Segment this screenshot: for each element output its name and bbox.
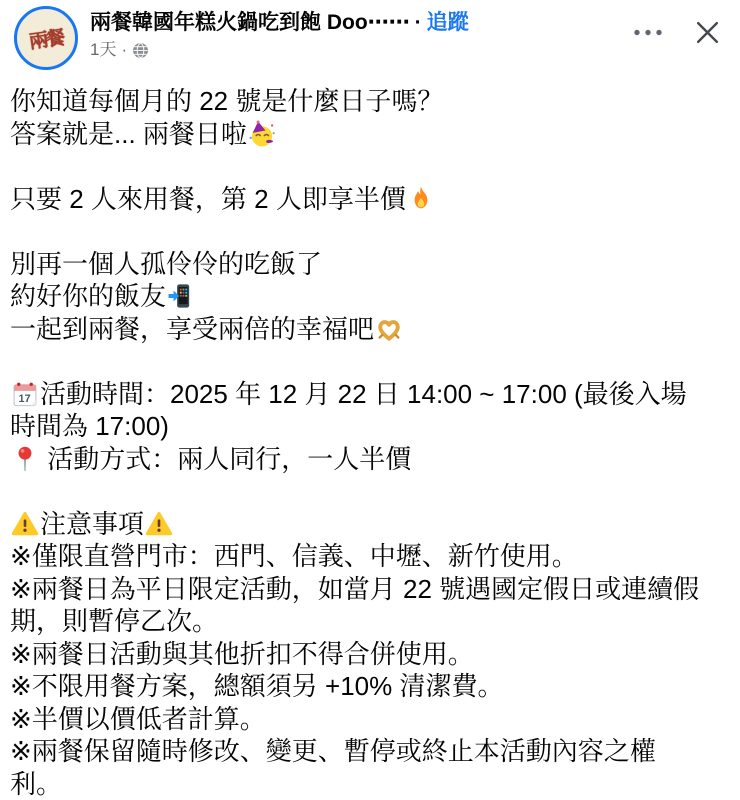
title-separator: · xyxy=(415,11,422,34)
post-text-line: 別再一個人孤伶伶的吃飯了 xyxy=(10,248,705,281)
post-text-line: 約好你的飯友 xyxy=(10,280,705,313)
post-text-line: 注意事項 xyxy=(10,508,705,541)
close-icon xyxy=(695,20,720,45)
post-text-line: ※兩餐日為平日限定活動，如當月 22 號遇國定假日或連續假期，則暫停乙次。 xyxy=(10,573,705,638)
post-text-line: ※兩餐日活動與其他折扣不得合併使用。 xyxy=(10,638,705,671)
avatar-logo-text: 兩餐 xyxy=(27,22,64,53)
follow-link[interactable]: 追蹤 xyxy=(427,11,469,34)
post-text-line: 你知道每個月的 22 號是什麼日子嗎？ xyxy=(10,85,705,118)
header-controls xyxy=(629,6,724,49)
post-text-line: 一起到兩餐，享受兩倍的幸福吧 xyxy=(10,313,705,346)
post-text-line: 活動時間：2025 年 12 月 22 日 14:00 ~ 17:00 (最後入場時間為 17:00) xyxy=(10,378,705,443)
post-text-line: 答案就是... 兩餐日啦 xyxy=(10,118,705,151)
post-paragraph xyxy=(10,85,705,150)
title-line xyxy=(90,9,629,37)
post-text-line: 只要 2 人來用餐，第 2 人即享半價 xyxy=(10,183,705,216)
public-globe-icon xyxy=(132,42,149,59)
post-text-line: ※兩餐保留隨時修改、變更、暫停或終止本活動內容之權利。 xyxy=(10,735,705,800)
page-avatar[interactable] xyxy=(14,6,78,70)
post-paragraph xyxy=(10,248,705,346)
post-text-line: ※僅限直營門市：西門、信義、中壢、新竹使用。 xyxy=(10,540,705,573)
header-text-block xyxy=(90,6,629,60)
more-options-button[interactable] xyxy=(629,24,667,41)
post-paragraph xyxy=(10,508,705,800)
meta-separator: · xyxy=(121,40,127,60)
partying-face-emoji xyxy=(248,120,276,148)
post-header xyxy=(0,0,740,72)
warning-emoji xyxy=(11,510,39,538)
three-dots-icon xyxy=(633,28,663,37)
heart-hands-emoji xyxy=(375,315,403,343)
timestamp-link[interactable]: 1天 xyxy=(90,40,116,60)
tear-off-calendar-emoji xyxy=(11,380,39,408)
close-button[interactable] xyxy=(691,16,724,49)
mobile-phone-arrow-emoji xyxy=(167,282,195,310)
post-text-line: 活動方式：兩人同行，一人半價 xyxy=(10,443,705,476)
post-text-line: ※不限用餐方案，總額須另 +10% 清潔費。 xyxy=(10,670,705,703)
post-meta xyxy=(90,40,629,60)
page-name-link[interactable]: 兩餐韓國年糕火鍋吃到飽 Doo⋯⋯ xyxy=(90,11,410,34)
round-pushpin-emoji xyxy=(11,445,39,473)
post-body-text xyxy=(0,72,740,800)
warning-emoji xyxy=(145,510,173,538)
post-text-line: ※半價以價低者計算。 xyxy=(10,703,705,736)
post-paragraph xyxy=(10,378,705,476)
fire-emoji xyxy=(407,185,435,213)
post-paragraph xyxy=(10,183,705,216)
